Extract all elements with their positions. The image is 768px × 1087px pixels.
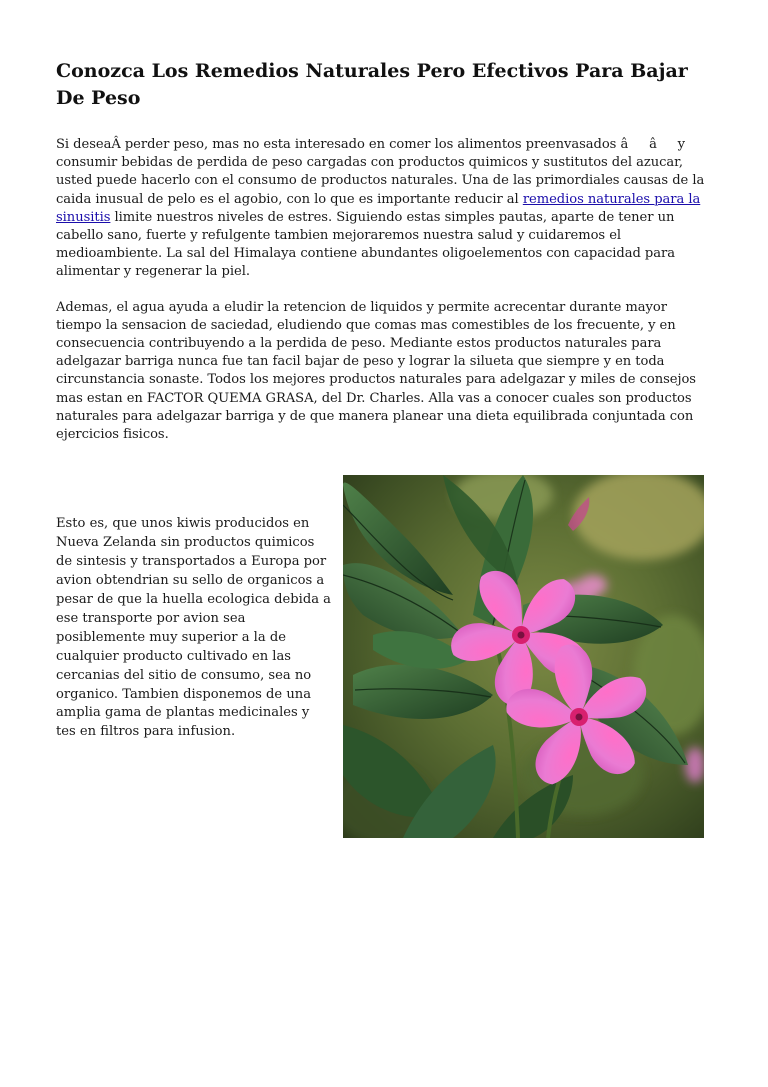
sinusitis-link[interactable]: remedios naturales para la sinusitis <box>56 191 701 225</box>
paragraph-kiwis: Esto es, que unos kiwis producidos en Nueva Zelanda sin productos quimicos de sintesis y transportados a Europa por avion obtendrian su sello de organicos a pesar de que la huella ecologica debida a ese transporte por avion sea posiblemente muy superior a la de cualquier producto cultivado en las cercanias del sitio de consumo, sea no organico. Tambien disponemos de una amplia gama de plantas medicinales y tes en filtros para infusion. <box>56 516 331 740</box>
paragraph-intro <box>56 136 714 282</box>
text-image-section <box>56 475 714 839</box>
document-page <box>56 58 714 839</box>
page-title: Conozca Los Remedios Naturales Pero Efectivos Para Bajar De Peso <box>56 60 688 109</box>
paragraph-intro-text-after: limite nuestros niveles de estres. Siguiendo estas simples pautas, aparte de tener un cabello sano, fuerte y refulgente tambien mejoraremos nuestra salud y cuidaremos el medioambiente. La sal del Himalaya contiene abundantes oligoelementos con capacidad para alimentar y regenerar la piel. <box>56 209 675 280</box>
paragraph-factor-quema-grasa: Ademas, el agua ayuda a eludir la retencion de liquidos y permite acrecentar durante mayor tiempo la sensacion de saciedad, eludiendo que comas mas comestibles de los frecuente, y en consecuencia contribuyendo a la perdida de peso. Mediante estos productos naturales para adelgazar barriga nunca fue tan facil bajar de peso y lograr la silueta que siempre y en toda circunstancia sonaste. Todos los mejores productos naturales para adelgazar y miles de consejos mas estan en FACTOR QUEMA GRASA, del Dr. Charles. Alla vas a conocer cuales son productos naturales para adelgazar barriga y de que manera planear una dieta equilibrada conjuntada con ejercicios fisicos. <box>56 299 696 443</box>
paragraph-intro-text-before: Si deseaÂ perder peso, mas no esta interesado en comer los alimentos preenvasados âây consumir bebidas de perdida de peso cargadas con productos quimicos y sustitutos del azucar, usted puede hacerlo con el consumo de productos naturales. Una de las primordiales causas de la caida inusual de pelo es el agobio, con lo que es importante reducir al <box>56 137 705 207</box>
flower-photo-illustration <box>343 475 704 838</box>
periwinkle-flower-photo <box>343 475 704 838</box>
